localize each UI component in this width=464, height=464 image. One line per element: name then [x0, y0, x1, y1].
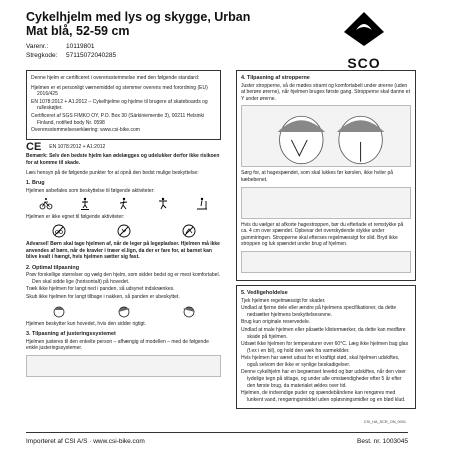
fit-item: Skub ikke hjelmen for langt tilbage i nakken, så panden er ubeskyttet. — [26, 294, 180, 301]
ce-row: CE EN 1078:2012 + A1:2012 — [26, 140, 106, 153]
remark: Bemærk: Selv den bedste hjelm kan ødelægges og udelukker derfor ikke risikoen for at komme til skade. — [26, 153, 220, 166]
unsuitable-activities-icons — [26, 224, 221, 238]
sco-logo-icon — [342, 10, 386, 48]
maintenance-item: Tjek hjelmen regelmæssigt for skader. — [241, 297, 326, 304]
maintenance-item: Brug kun originale reservedele. — [241, 319, 311, 326]
importer-text: Importeret af CSI A/S · www.csi-bike.com — [26, 438, 145, 445]
std-item: Certificeret af SGS FIMKO OY, P.O. Box 30 (Särkiniementie 3), 00211 Helsinki Finland, notified body Nr. 0598 — [31, 112, 205, 126]
std-item: EN 1078:2012 + A1:2012 – Cykelhjelme og hjelme til brugere af skateboards og rulleskøjter. — [31, 98, 208, 112]
scooter-icon — [156, 197, 170, 211]
std-item: Hjelmen er et personligt værnemiddel og stemmer overens med forordning (EU) 2016/425 — [31, 84, 208, 98]
maintenance-item: Udsæt ikke hjelmen for temperaturer over 60°C. Læg ikke hjelmen bag glas (f.ex i en bil), og hold den væk fra varmekilder. — [241, 341, 409, 354]
sco-logo: SCO — [342, 10, 386, 68]
certification-box: Denne hjelm er certificeret i overensstemmelse med den følgende standard: Hjelmen er et personligt værnemiddel og stemmer overens med forordning (EU) 2016/425 EN 1078:2012 + A1:2012 – Cykelhjelme og hjelme til brugere af skateboards og rulleskøjter. Certificeret af SGS FIMKO OY, P.O. Box 30 (Särkiniementie 3), 00211 Helsinki Finland, notified body Nr. 0598 Overensstemmelseserklæring: www.csi-bike.com — [26, 70, 221, 140]
order-number: Best. nr. 1003045 — [357, 438, 408, 445]
product-meta: Varenr.: 10119801 Stregkode: 5711507204028​5 — [26, 43, 117, 59]
fit-illustrations — [26, 304, 221, 318]
maintenance-item: Hjelmen, de indvendige puder og spændebåndene kan rengøres med lunkent vand, rengøringsmiddel uden opløsningsmidler og en blød klud. — [241, 390, 406, 403]
left-column: Denne hjelm er certificeret i overensstemmelse med den følgende standard: Hjelmen er et personligt værnemiddel og stemmer overens med forordning (EU) 2016/425 EN 1078:2012 + A1:2012 – Cykelhjelme og hjelme til brugere af skateboards og rulleskøjter. Certificeret af SGS FIMKO OY, P.O. Box 30 (Särkiniementie 3), 00211 Helsinki Finland, notified body Nr. 0598 Overensstemmelseserklæring: www.csi-bike.com CE EN 1078:2012 + A1:2012 Bemærk: Selv den bedste hjelm kan ødelægges og udelukker derfor ikke risikoen for at komme til skade. Læs hensyn på de følgende punkter for at opnå den bedst mulige beskyttelse: 1. Brug Hjelmen anbefales som beskyttelse til følgende aktiviteter: Hjelmen er ikke egnet til følgende aktiviteter: Advarsel! Børn skal tage hjelmen af, når de leger på legepladser. Hjelmen må ikke anvendes af børn, når de kravler i træer el.lign, da der er fare for, at barnet kan blive kvalt i hængt, hvis hjelmen sætter sig fast. 2. Optimal tilpasning Prøv forskellige størrelser og vælg den hjelm, som sidder bedst og er mest komfortabel. Den skal sidde lige (horisontalt) på hovedet. Træk ikke hjelmen for langt ned i panden, så udsynet indskrænkes. Skub ikke hjelmen for langt tilbage i nakken, så panden er ubeskyttet. Hjelmen beskytter kun hovedet, hvis den sidder rigtigt. 3. Tilpasning af justeringssystemet Hjelmen justeres til den enkelte person – afhængig af modellen – med de følgende enkle justeringssystemer. — [26, 70, 221, 380]
fit-item: Træk ikke hjelmen for langt ned i panden, så udsynet indskrænkes. — [26, 286, 175, 293]
document-page — [4, 4, 460, 460]
ce-mark: CE — [26, 140, 42, 153]
remark-2: Læs hensyn på de følgende punkter for at opnå den bedst mulige beskyttelse: — [26, 169, 199, 176]
maintenance-item: Undlad at fjerne dele eller ændre på hjelmens specifikationer, da dette nedsætter hjelmens beskyttelsesevne. — [241, 305, 397, 318]
section-3-title: 3. Tilpasning af justeringssystemet — [26, 331, 116, 338]
maintenance-item: Undlad at male hjelmen eller påsætte klistermærker, da dette kan medføre skade på hjelmen. — [241, 326, 406, 340]
section-2-title: 2. Optimal tilpasning — [26, 264, 80, 271]
section-1-title: 1. Brug — [26, 180, 45, 187]
warning-text: Advarsel! Børn skal tage hjelmen af, når de leger på legepladser. Hjelmen må ikke anvendes af børn, når de kravler i træer el.lign, da der er fare for, at barnet kan blive kvalt i hængt, hvis hjelmen sætter sig fast. — [26, 240, 220, 261]
rollerskate-icon — [117, 197, 131, 211]
no-bmx-icon — [182, 224, 196, 238]
footer — [26, 432, 408, 445]
fit-item: Prøv forskellige størrelser og vælg den hjelm, som sidder bedst og er mest komfortabel. Den skal sidde lige (horisontalt) på hovedet. — [26, 272, 220, 285]
maintenance-item: Denne cykelhjelm har en begrænset levetid og bør udskiftes, når den viser tydelige tegn på slitage, og under alle omstændigheder efter 5 år efter den første brug, da materialet ældes over tid. — [241, 369, 406, 389]
section-5-title: 5. Vedligeholdelse — [241, 289, 288, 296]
head-wrong-forward-icon — [114, 304, 134, 318]
no-climbing-icon — [117, 224, 131, 238]
maintenance-item: Hvis hjelmen har været udsat for et kraftigt stød, skal hjelmen udskiftes, også selvom der ikke er synlige beskadigelser. — [241, 355, 400, 368]
bicycle-icon — [39, 197, 53, 211]
adjustment-illustration — [26, 355, 221, 377]
helmet-strap-icon — [242, 106, 410, 166]
std-item: Overensstemmelseserklæring: www.csi-bike.com — [31, 127, 140, 134]
strap-illustration — [241, 105, 411, 167]
maintenance-box — [236, 285, 416, 410]
skateboard-icon — [78, 197, 92, 211]
buckle-illustration — [241, 187, 411, 219]
head-wrong-back-icon — [179, 304, 199, 318]
kick-scooter-icon — [195, 197, 209, 211]
section-4-title: 4. Tilpasning af stropperne — [241, 75, 310, 81]
suitable-activities-icons — [26, 197, 221, 211]
strap-end-illustration — [241, 251, 411, 273]
product-title: Cykelhjelm med lys og skygge, Urban Mat blå, 52-59 cm — [26, 10, 251, 38]
head-correct-icon — [49, 304, 69, 318]
document-number: CSI_HA_SCR_ON_0001 — [363, 420, 406, 424]
right-column — [236, 70, 416, 409]
strap-section-box: 4. Tilpasning af stropperne Juster stropperne, så de mødes stramt og komfortabelt under ørerne (uden at berøre ørerne), når hjelmen bruges første gang. Stropperne skal danne et Y under ørerne. Sørg for, at hagespændet, som skal lukkes før kørslen, ikke hviler på kæbebenet. Hvis du vælger at afkorte hagestroppen, bør du efterlade et remstykke på ca. 4 cm over spændet. Opbevar det overskydende stykke under gummiringen. Stropperne skal efterses regelmæssigt for slid. Bryd ikke stroppen og luk spændet under brug af hjelmen. — [236, 70, 416, 281]
no-motorcycle-icon — [52, 224, 66, 238]
